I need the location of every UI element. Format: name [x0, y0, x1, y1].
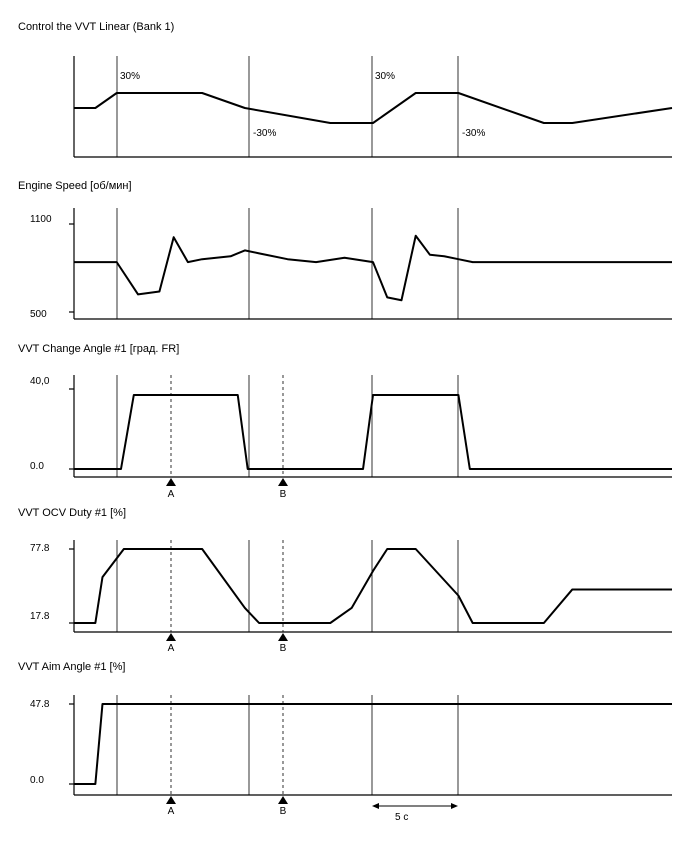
time-scale-arrow-left: [372, 803, 379, 809]
chart5-ytick-bottom: 0.0: [30, 775, 44, 786]
chart2-ytick-top: 1100: [30, 214, 52, 225]
chart1-annotation-3: 30%: [375, 71, 396, 82]
chart3-marker-triangle-b: [278, 478, 288, 486]
chart4-title: VVT OCV Duty #1 [%]: [18, 507, 127, 519]
chart5-title: VVT Aim Angle #1 [%]: [18, 661, 126, 673]
chart4-ytick-top: 77.8: [30, 543, 50, 554]
chart4-ytick-bottom: 17.8: [30, 611, 50, 622]
chart5-marker-triangle-a: [166, 796, 176, 804]
chart1-annotation-4: -30%: [462, 128, 486, 139]
chart2-series-line: [74, 236, 672, 301]
chart4-marker-triangle-a: [166, 633, 176, 641]
chart3-marker-a-label: A: [167, 489, 175, 500]
chart3-marker-b-label: B: [279, 489, 287, 500]
chart1-annotation-2: -30%: [253, 128, 277, 139]
chart1-title: Control the VVT Linear (Bank 1): [18, 21, 175, 33]
chart2-ytick-bottom: 500: [30, 309, 47, 320]
time-scale-arrow-right: [451, 803, 458, 809]
chart3-title: VVT Change Angle #1 [град. FR]: [18, 343, 180, 355]
chart5-ytick-top: 47.8: [30, 699, 50, 710]
time-scale-label: 5 с: [395, 812, 409, 823]
chart4-marker-b-label: B: [279, 643, 287, 654]
chart1-series-line: [74, 93, 672, 123]
chart3-ytick-bottom: 0.0: [30, 461, 44, 472]
chart5-marker-b-label: B: [279, 806, 287, 817]
chart4-series-line: [74, 549, 672, 623]
chart5-marker-a-label: A: [167, 806, 175, 817]
chart2-title: Engine Speed [об/мин]: [18, 180, 132, 192]
chart3-marker-triangle-a: [166, 478, 176, 486]
chart3-series-line: [74, 395, 672, 469]
chart5-marker-triangle-b: [278, 796, 288, 804]
chart5-series-line: [74, 704, 672, 784]
chart4-marker-triangle-b: [278, 633, 288, 641]
chart1-annotation-1: 30%: [120, 71, 141, 82]
chart4-marker-a-label: A: [167, 643, 175, 654]
chart3-ytick-top: 40,0: [30, 376, 50, 387]
